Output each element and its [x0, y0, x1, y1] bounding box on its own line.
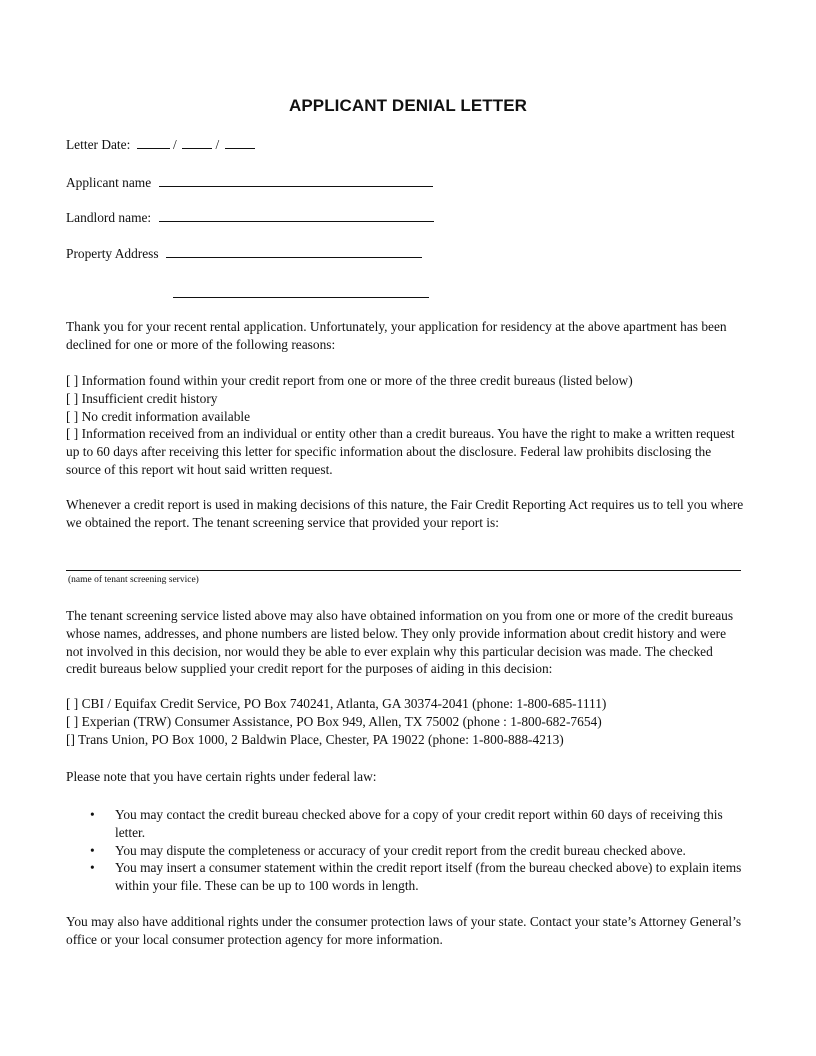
landlord-name-blank	[159, 209, 434, 222]
letter-date-separator: /	[215, 137, 220, 152]
property-address-label: Property Address	[66, 246, 159, 261]
property-address-second-blank	[173, 297, 429, 298]
letter-date-day-blank	[182, 136, 212, 149]
rights-item-text: You may insert a consumer statement within the credit report itself (from the bureau checked above) to explain items within your file. These can be up to 100 words in length.	[115, 860, 742, 894]
property-address-row	[66, 245, 422, 263]
rights-item-text: You may contact the credit bureau checked above for a copy of your credit report within 60 days of receiving this letter.	[115, 807, 723, 840]
closing-paragraph: You may also have additional rights under the consumer protection laws of your state. Contact your state’s Attorney General’s office or your local consumer protection agency for more information.	[66, 914, 742, 947]
letter-date-label: Letter Date:	[66, 137, 131, 152]
bureau-item: [ ] Experian (TRW) Consumer Assistance, PO Box 949, Allen, TX 75002 (phone : 1-800-682-7654)	[66, 713, 602, 729]
rights-item	[66, 806, 756, 842]
landlord-name-row	[66, 209, 434, 227]
bureaus-list	[66, 695, 746, 748]
screening-service-caption: (name of tenant screening service)	[68, 575, 199, 585]
applicant-name-blank	[159, 174, 433, 187]
reasons-list	[66, 372, 746, 479]
rights-intro: Please note that you have certain rights under federal law:	[66, 769, 377, 784]
bureaus-paragraph: The tenant screening service listed above may also have obtained information on you from one or more of the credit bureaus whose names, addresses, and phone numbers are listed below. They only provide information about credit history and were not involved in this decision, nor would they be able to ever explain why this particular decision was made. The checked credit bureaus below supplied your credit report for the purposes of aiding in this decision:	[66, 608, 734, 677]
rights-item	[66, 859, 756, 895]
page-title: APPLICANT DENIAL LETTER	[288, 96, 528, 115]
screening-service-blank	[66, 570, 741, 571]
reason-item: [ ] Information found within your credit report from one or more of the three credit bureaus (listed below)	[66, 373, 633, 388]
reason-item: [ ] No credit information available	[66, 408, 251, 424]
letter-date-month-blank	[137, 136, 170, 149]
bullet-icon: •	[90, 807, 95, 822]
applicant-name-label: Applicant name	[66, 175, 152, 190]
applicant-name-row	[66, 174, 433, 192]
rights-item-text: You may dispute the completeness or accuracy of your credit report from the credit bureau checked above.	[115, 842, 686, 858]
intro-paragraph: Thank you for your recent rental application. Unfortunately, your application for residency at the above apartment has been declined for one or more of the following reasons:	[66, 319, 727, 352]
bureau-item: [ ] CBI / Equifax Credit Service, PO Box 740241, Atlanta, GA 30374-2041 (phone: 1-800-685-1111)	[66, 696, 607, 711]
reason-item: [ ] Insufficient credit history	[66, 390, 218, 406]
letter-date-row	[66, 136, 255, 154]
bureau-item: [] Trans Union, PO Box 1000, 2 Baldwin Place, Chester, PA 19022 (phone: 1-800-888-4213)	[66, 731, 564, 747]
rights-list	[66, 806, 756, 895]
fcra-paragraph: Whenever a credit report is used in making decisions of this nature, the Fair Credit Reporting Act requires us to tell you where we obtained the report. The tenant screening service that provided your report is:	[66, 497, 744, 530]
letter-date-separator: /	[173, 137, 177, 152]
letter-date-year-blank	[225, 136, 255, 149]
landlord-name-label: Landlord name:	[66, 210, 152, 225]
bullet-icon: •	[90, 860, 95, 876]
property-address-blank	[166, 245, 422, 258]
reason-item: [ ] Information received from an individual or entity other than a credit bureaus. You have the right to make a written request up to 60 days after receiving this letter for specific information about the disclosure. Federal law prohibits disclosing the source of this report wit hout said written request.	[66, 426, 735, 477]
bullet-icon: •	[90, 842, 95, 858]
rights-item	[66, 842, 756, 860]
